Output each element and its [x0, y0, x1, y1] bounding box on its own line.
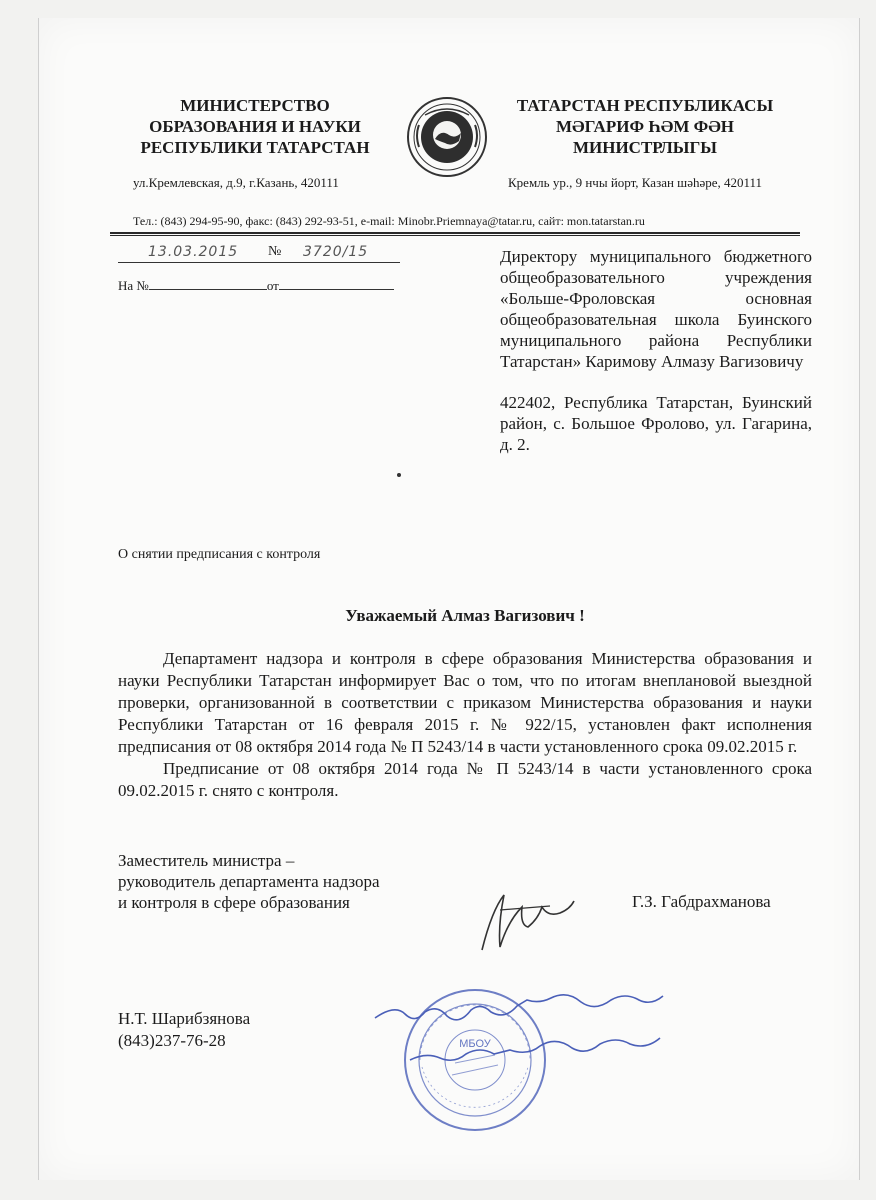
signatory-name: Г.З. Габдрахманова [632, 892, 771, 911]
contact-line: Тел.: (843) 294-95-90, факс: (843) 292-93-51, e-mail: Minobr.Priemnaya@tatar.ru, сайт: mon.tatarstan.ru [133, 214, 645, 228]
registration-date: 13.03.2015 [148, 244, 239, 260]
ink-speck [397, 473, 401, 477]
number-sign: № [268, 244, 283, 259]
recipient-address: 422402, Республика Татарстан, Буинский район, с. Большое Фролово, ул. Гагарина, д. 2. [500, 393, 812, 454]
executor-name: Н.Т. Шарибзянова [118, 1009, 251, 1028]
tatarstan-emblem-icon [405, 95, 489, 179]
executor-phone: (843)237-76-28 [118, 1031, 226, 1050]
greeting: Уважаемый Алмаз Вагизович ! [345, 606, 585, 625]
letter-subject: О снятии предписания с контроля [118, 547, 321, 562]
ministry-name-tatar: ТАТАРСТАН РЕСПУБЛИКАСЫ МӘГАРИФ ҺӘМ ФӘН МИНИСТРЛЫГЫ [516, 96, 774, 157]
svg-text:МБОУ: МБОУ [459, 1038, 491, 1050]
handwritten-receipt-note [370, 990, 750, 1080]
recipient-name: Директору муниципального бюджетного общеобразовательного учреждения «Больше-Фроловская основная общеобразовательная школа Буинского муниципального района Республики Татарстан» Каримову Алмазу Вагизовичу [500, 247, 812, 371]
handwritten-signature [470, 880, 580, 960]
address-russian: ул.Кремлевская, д.9, г.Казань, 420111 [133, 175, 339, 190]
signatory-title: Заместитель министра – руководитель департамента надзора и контроля в сфере образования [118, 851, 380, 912]
registration-line [118, 246, 400, 263]
reference-line: На № от [118, 277, 394, 294]
ministry-name-russian: МИНИСТЕРСТВО ОБРАЗОВАНИЯ И НАУКИ РЕСПУБЛИКИ ТАТАРСТАН [140, 96, 370, 157]
address-tatar: Кремль ур., 9 нчы йорт, Казан шәһәре, 420111 [508, 175, 763, 190]
header-divider-thin [110, 235, 800, 236]
header-divider [110, 232, 800, 234]
recipient-block [500, 246, 812, 455]
registration-number: 3720/15 [303, 244, 369, 260]
body-paragraph-1: Департамент надзора и контроля в сфере образования Министерства образования и науки Республики Татарстан информирует Вас о том, что по итогам внеплановой выездной проверки, организованной в соответствии с приказом Министерства образования и науки Республики Татарстан от 16 февраля 2015 г. № 922/15, установлен факт исполнения предписания от 08 октября 2014 года № П 5243/14 в части установленного срока 09.02.2015 г. [118, 649, 812, 756]
body-paragraph-2: Предписание от 08 октября 2014 года № П 5243/14 в части установленного срока 09.02.2015 г. снято с контроля. [118, 759, 812, 800]
executor-block [118, 1008, 250, 1052]
letter-body [118, 648, 812, 802]
